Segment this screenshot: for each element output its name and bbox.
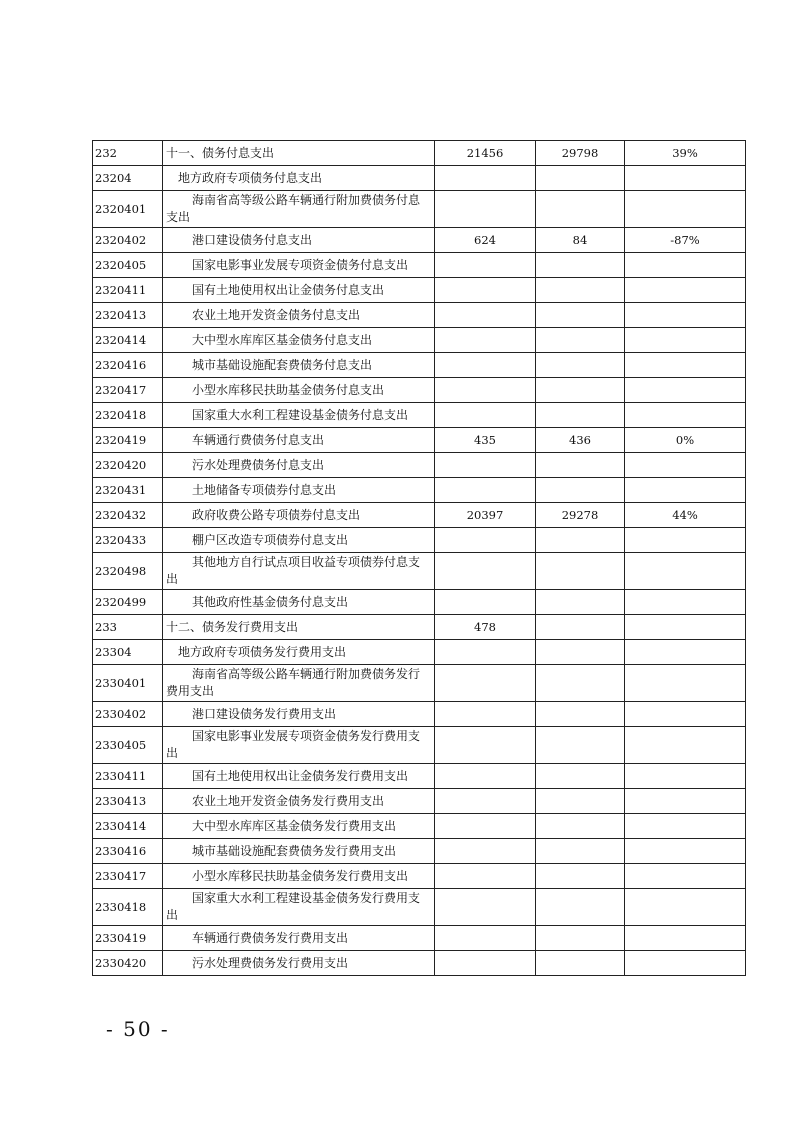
table-row [93, 764, 746, 789]
table-row [93, 839, 746, 864]
row-name: 十二、债务发行费用支出 [166, 619, 299, 634]
table-row [93, 864, 746, 889]
row-value-v2 [536, 403, 625, 428]
row-code: 2320414 [93, 328, 163, 353]
row-code: 2330416 [93, 839, 163, 864]
row-value-v1 [435, 590, 536, 615]
row-name: 大中型水库库区基金债务发行费用支出 [192, 818, 397, 833]
row-name-cell [163, 403, 435, 428]
row-value-v2 [536, 528, 625, 553]
row-name-cell [163, 727, 435, 764]
row-code: 2330401 [93, 665, 163, 702]
table-row [93, 814, 746, 839]
row-code: 23304 [93, 640, 163, 665]
row-code: 2320498 [93, 553, 163, 590]
row-value-v3: -87% [625, 228, 746, 253]
table-row [93, 590, 746, 615]
table-row [93, 253, 746, 278]
row-value-v2 [536, 814, 625, 839]
row-name-cell [163, 553, 435, 590]
row-name-cell [163, 353, 435, 378]
row-name-cell [163, 278, 435, 303]
table-row [93, 727, 746, 764]
table-row [93, 228, 746, 253]
row-name: 国有土地使用权出让金债务发行费用支出 [192, 768, 409, 783]
row-name-cell [163, 590, 435, 615]
row-value-v1 [435, 191, 536, 228]
row-value-v1: 21456 [435, 141, 536, 166]
table-row [93, 453, 746, 478]
row-code: 2330420 [93, 951, 163, 976]
row-value-v1 [435, 328, 536, 353]
row-value-v2 [536, 615, 625, 640]
row-name: 国家电影事业发展专项资金债务发行费用支出 [166, 729, 421, 760]
row-name: 海南省高等级公路车辆通行附加费债务发行费用支出 [166, 667, 421, 698]
row-value-v1 [435, 789, 536, 814]
table-row [93, 403, 746, 428]
row-name: 海南省高等级公路车辆通行附加费债务付息支出 [166, 193, 421, 224]
row-value-v1: 478 [435, 615, 536, 640]
row-name: 地方政府专项债务付息支出 [178, 170, 323, 185]
row-name-cell [163, 789, 435, 814]
row-value-v1 [435, 253, 536, 278]
row-value-v2 [536, 764, 625, 789]
row-name-cell [163, 764, 435, 789]
row-code: 2320418 [93, 403, 163, 428]
row-value-v2: 436 [536, 428, 625, 453]
row-value-v3 [625, 528, 746, 553]
row-code: 233 [93, 615, 163, 640]
row-name-cell [163, 503, 435, 528]
row-code: 2330419 [93, 926, 163, 951]
row-name-cell [163, 702, 435, 727]
row-name: 棚户区改造专项债券付息支出 [192, 532, 349, 547]
row-name-cell [163, 428, 435, 453]
row-name: 国有土地使用权出让金债务付息支出 [192, 282, 385, 297]
row-name-cell [163, 615, 435, 640]
row-value-v3: 0% [625, 428, 746, 453]
row-code: 2320420 [93, 453, 163, 478]
row-value-v3 [625, 665, 746, 702]
row-name: 其他地方自行试点项目收益专项债券付息支出 [166, 555, 421, 586]
row-name-cell [163, 864, 435, 889]
row-name: 其他政府性基金债务付息支出 [192, 594, 349, 609]
row-value-v1 [435, 702, 536, 727]
row-name-cell [163, 453, 435, 478]
row-code: 2320433 [93, 528, 163, 553]
row-value-v3 [625, 640, 746, 665]
row-name-cell [163, 141, 435, 166]
table-row [93, 503, 746, 528]
row-name-cell [163, 253, 435, 278]
row-value-v3 [625, 814, 746, 839]
table-row [93, 303, 746, 328]
row-value-v1 [435, 403, 536, 428]
row-name-cell [163, 478, 435, 503]
row-value-v2 [536, 303, 625, 328]
row-code: 2320432 [93, 503, 163, 528]
row-code: 2330417 [93, 864, 163, 889]
table-row [93, 889, 746, 926]
row-value-v2 [536, 353, 625, 378]
row-name: 港口建设债务付息支出 [192, 232, 313, 247]
table-row [93, 789, 746, 814]
row-value-v1 [435, 528, 536, 553]
table-row [93, 951, 746, 976]
row-code: 232 [93, 141, 163, 166]
row-value-v1 [435, 926, 536, 951]
row-value-v1 [435, 764, 536, 789]
row-value-v3 [625, 303, 746, 328]
row-value-v2 [536, 453, 625, 478]
row-name: 政府收费公路专项债券付息支出 [192, 507, 361, 522]
row-value-v2 [536, 727, 625, 764]
row-value-v2 [536, 839, 625, 864]
row-value-v3 [625, 839, 746, 864]
table-row [93, 428, 746, 453]
row-value-v1 [435, 478, 536, 503]
row-code: 2320413 [93, 303, 163, 328]
row-name-cell [163, 640, 435, 665]
table-row [93, 665, 746, 702]
budget-table [92, 140, 746, 976]
row-value-v1 [435, 839, 536, 864]
row-value-v1 [435, 353, 536, 378]
row-value-v3 [625, 403, 746, 428]
row-value-v1: 20397 [435, 503, 536, 528]
row-value-v3 [625, 727, 746, 764]
row-value-v3 [625, 951, 746, 976]
table-row [93, 278, 746, 303]
row-code: 2320499 [93, 590, 163, 615]
row-code: 2320417 [93, 378, 163, 403]
row-value-v2 [536, 553, 625, 590]
row-name: 城市基础设施配套费债务发行费用支出 [192, 843, 397, 858]
row-name: 大中型水库库区基金债务付息支出 [192, 332, 373, 347]
row-value-v2 [536, 166, 625, 191]
row-name-cell [163, 528, 435, 553]
row-name-cell [163, 166, 435, 191]
row-name-cell [163, 328, 435, 353]
row-value-v2 [536, 864, 625, 889]
row-code: 2330402 [93, 702, 163, 727]
row-value-v1 [435, 640, 536, 665]
row-code: 2320416 [93, 353, 163, 378]
row-value-v3 [625, 328, 746, 353]
row-value-v1 [435, 378, 536, 403]
row-value-v2 [536, 191, 625, 228]
row-name-cell [163, 191, 435, 228]
row-value-v3 [625, 926, 746, 951]
row-value-v3 [625, 478, 746, 503]
row-value-v2 [536, 478, 625, 503]
row-code: 2330414 [93, 814, 163, 839]
table-row [93, 926, 746, 951]
row-value-v1 [435, 864, 536, 889]
row-name-cell [163, 839, 435, 864]
row-value-v1 [435, 553, 536, 590]
row-value-v1 [435, 889, 536, 926]
row-value-v3 [625, 889, 746, 926]
table-row [93, 378, 746, 403]
row-code: 2320402 [93, 228, 163, 253]
row-value-v1 [435, 727, 536, 764]
row-value-v1 [435, 453, 536, 478]
row-code: 2320411 [93, 278, 163, 303]
row-value-v2 [536, 789, 625, 814]
row-code: 2330411 [93, 764, 163, 789]
table-row [93, 141, 746, 166]
row-value-v3 [625, 590, 746, 615]
row-name-cell [163, 926, 435, 951]
row-value-v2 [536, 328, 625, 353]
table-row [93, 553, 746, 590]
row-value-v3 [625, 553, 746, 590]
table-row [93, 615, 746, 640]
row-name-cell [163, 378, 435, 403]
row-code: 2320401 [93, 191, 163, 228]
row-name: 农业土地开发资金债务发行费用支出 [192, 793, 385, 808]
row-value-v2 [536, 702, 625, 727]
row-name-cell [163, 889, 435, 926]
row-value-v1: 624 [435, 228, 536, 253]
row-name-cell [163, 303, 435, 328]
row-value-v3 [625, 789, 746, 814]
row-value-v3 [625, 702, 746, 727]
row-value-v3 [625, 615, 746, 640]
row-name: 港口建设债务发行费用支出 [192, 706, 337, 721]
row-value-v1 [435, 303, 536, 328]
row-value-v2 [536, 278, 625, 303]
row-value-v3 [625, 864, 746, 889]
table-row [93, 478, 746, 503]
row-value-v1 [435, 814, 536, 839]
table-row [93, 328, 746, 353]
table-row [93, 166, 746, 191]
row-value-v2: 29798 [536, 141, 625, 166]
row-value-v2 [536, 889, 625, 926]
row-value-v3 [625, 453, 746, 478]
row-value-v3 [625, 166, 746, 191]
row-value-v1: 435 [435, 428, 536, 453]
table-row [93, 528, 746, 553]
row-name: 土地储备专项债券付息支出 [192, 482, 337, 497]
row-value-v3 [625, 278, 746, 303]
row-name: 国家电影事业发展专项资金债务付息支出 [192, 257, 409, 272]
table-row [93, 191, 746, 228]
row-name-cell [163, 814, 435, 839]
row-name-cell [163, 665, 435, 702]
row-value-v1 [435, 665, 536, 702]
page-number: - 50 - [106, 1017, 170, 1041]
row-code: 2330418 [93, 889, 163, 926]
row-name: 车辆通行费债务发行费用支出 [192, 930, 349, 945]
row-value-v2 [536, 665, 625, 702]
row-name: 国家重大水利工程建设基金债务付息支出 [192, 407, 409, 422]
row-code: 2320431 [93, 478, 163, 503]
row-value-v1 [435, 951, 536, 976]
row-name: 十一、债务付息支出 [166, 145, 275, 160]
row-name: 污水处理费债务发行费用支出 [192, 955, 349, 970]
row-name: 小型水库移民扶助基金债务付息支出 [192, 382, 385, 397]
row-name: 地方政府专项债务发行费用支出 [178, 644, 347, 659]
table-row [93, 702, 746, 727]
row-name: 城市基础设施配套费债务付息支出 [192, 357, 373, 372]
row-value-v2 [536, 951, 625, 976]
row-value-v2 [536, 926, 625, 951]
row-value-v3 [625, 253, 746, 278]
table-row [93, 353, 746, 378]
row-value-v3 [625, 353, 746, 378]
row-value-v3: 44% [625, 503, 746, 528]
row-value-v2 [536, 253, 625, 278]
row-code: 2330405 [93, 727, 163, 764]
row-name: 国家重大水利工程建设基金债务发行费用支出 [166, 891, 421, 922]
row-name: 农业土地开发资金债务付息支出 [192, 307, 361, 322]
row-value-v2: 84 [536, 228, 625, 253]
row-value-v3 [625, 764, 746, 789]
row-code: 2330413 [93, 789, 163, 814]
row-name-cell [163, 951, 435, 976]
row-code: 2320419 [93, 428, 163, 453]
row-value-v2 [536, 640, 625, 665]
row-code: 23204 [93, 166, 163, 191]
budget-table-body [93, 141, 746, 976]
row-value-v2: 29278 [536, 503, 625, 528]
row-value-v2 [536, 590, 625, 615]
row-value-v3 [625, 191, 746, 228]
row-code: 2320405 [93, 253, 163, 278]
row-name-cell [163, 228, 435, 253]
row-name: 污水处理费债务付息支出 [192, 457, 325, 472]
row-value-v1 [435, 166, 536, 191]
row-name: 车辆通行费债务付息支出 [192, 432, 325, 447]
row-value-v3: 39% [625, 141, 746, 166]
table-row [93, 640, 746, 665]
row-value-v3 [625, 378, 746, 403]
row-value-v1 [435, 278, 536, 303]
row-value-v2 [536, 378, 625, 403]
row-name: 小型水库移民扶助基金债务发行费用支出 [192, 868, 409, 883]
